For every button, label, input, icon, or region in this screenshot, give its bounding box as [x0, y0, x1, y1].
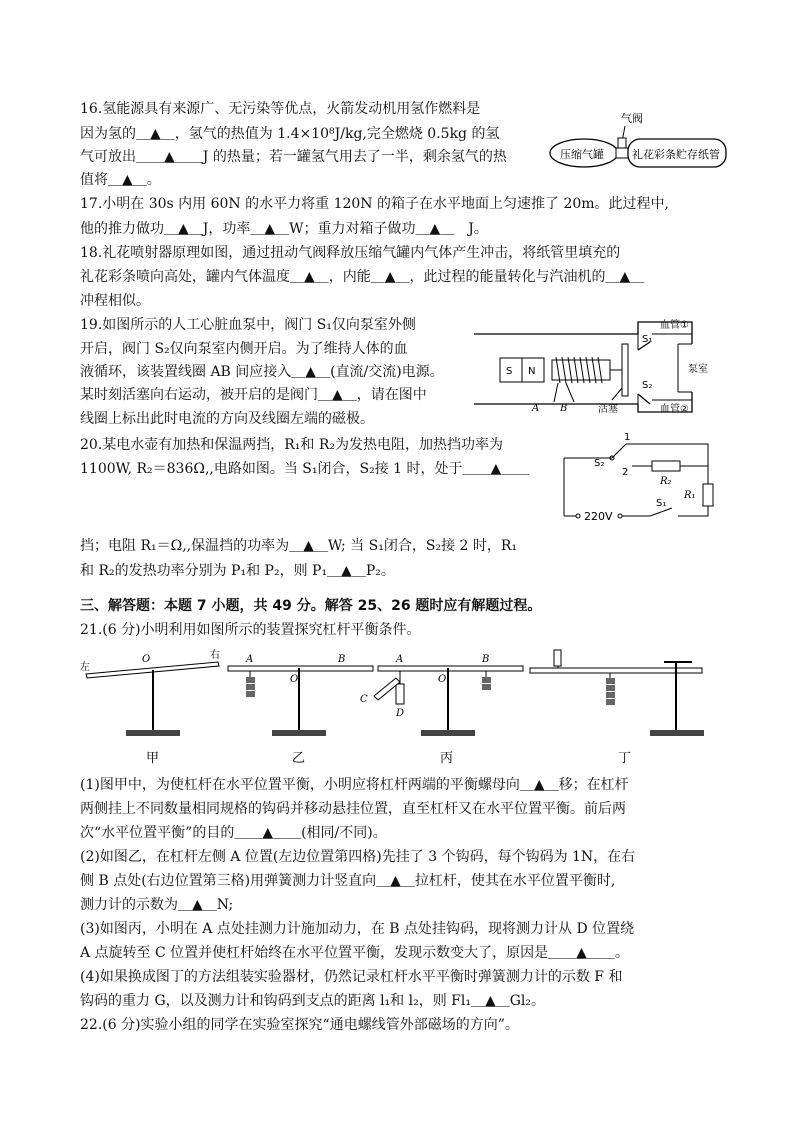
lever-right-label: 右	[210, 650, 220, 661]
lever-left-label: 左	[80, 662, 90, 673]
q21-p2-line2: 侧 B 点处(右边位置第三格)用弹簧测力计竖直向＿▲＿拉杠杆，使其在水平位置平衡时,	[80, 873, 616, 889]
q21-intro: 21.(6 分)小明利用如图所示的装置探究杠杆平衡条件。	[80, 622, 421, 638]
q21-p4-line2: 钩码的重力 G，以及测力计和钩码到支点的距离 l₁和 l₂，则 Fl₁＿▲＿Gl₂。	[80, 993, 546, 1009]
kettle-circuit-figure	[560, 428, 720, 526]
lever-bing-a-label: A	[396, 654, 404, 665]
resistor-r1-label: R₁	[684, 490, 696, 501]
contact-1-label: 1	[624, 432, 631, 443]
lever-yi	[228, 654, 373, 766]
q21-p3-line1: (3)如图丙，小明在 A 点处挂测力计施加动力，在 B 点处挂钩码，现将测力计从 D 位置绕	[80, 921, 635, 937]
valve-s1-label: S₁	[642, 334, 653, 345]
valve-label: 气阀	[621, 112, 643, 125]
q22-intro: 22.(6 分)实验小组的同学在实验室探究“通电螺线管外部磁场的方向”。	[80, 1017, 519, 1033]
q21-p1-line2: 两侧挂上不同数量相同规格的钩码并移动悬挂位置，直至杠杆又在水平位置平衡。前后两	[80, 801, 626, 817]
caption-yi: 乙	[292, 751, 306, 766]
lever-yi-b-label: B	[338, 654, 346, 665]
lever-bing	[360, 654, 523, 766]
q20-line4: 和 R₂的发热功率分别为 P₁和 P₂，则 P₁＿▲＿P₂。	[80, 563, 395, 579]
fireworks-figure	[548, 108, 733, 176]
q16-line1: 16.氢能源具有来源广、无污染等优点，火箭发动机用氢作燃料是	[80, 101, 481, 117]
q20-line1: 20.某电水壶有加热和保温两挡，R₁和 R₂为发热电阻，加热挡功率为	[80, 437, 504, 453]
q16-line2: 因为氢的＿▲＿，氢气的热值为 1.4×10⁸J/kg,完全燃烧 0.5kg 的氢	[80, 126, 500, 142]
switch-s2-label: S₂	[594, 458, 605, 469]
contact-2-label: 2	[622, 467, 629, 478]
piston-label: 活塞	[598, 404, 618, 415]
lever-bing-d-label: D	[396, 708, 405, 719]
q19-line1: 19.如图所示的人工心脏血泵中，阀门 S₁仅向泵室外侧	[80, 317, 416, 333]
chamber-label: 泵室	[688, 364, 708, 375]
q21-p2-line3: 测力计的示数为＿▲＿N;	[80, 897, 234, 913]
q18-line2: 礼花彩条喷向高处，罐内气体温度＿▲＿，内能＿▲＿，此过程的能量转化与汽油机的＿▲＿	[80, 269, 645, 285]
magnet-n-label: N	[528, 366, 536, 377]
q19-line4: 某时刻活塞向右运动，被开启的是阀门＿▲＿，请在图中	[80, 387, 427, 403]
voltage-label: 220V	[584, 510, 613, 523]
q18-line3: 冲程相似。	[80, 293, 150, 309]
lever-bing-b-label: B	[482, 654, 490, 665]
vessel2-label: 血管②	[660, 404, 689, 415]
q17-line2: 他的推力做功＿▲＿J，功率＿▲＿W；重力对箱子做功＿▲＿ J。	[80, 221, 488, 237]
q19-line3: 液循环，该装置线圈 AB 间应接入＿▲＿(直流/交流)电源。	[80, 364, 444, 380]
valve-s2-label: S₂	[642, 380, 653, 391]
lever-bing-c-label: C	[360, 694, 368, 705]
q21-p1-line1: (1)图甲中，为使杠杆在水平位置平衡，小明应将杠杆两端的平衡螺母向＿▲＿移；在杠杆	[80, 777, 629, 793]
lever-figures	[78, 644, 728, 766]
caption-bing: 丙	[440, 751, 454, 766]
vessel1-label: 血管①	[660, 320, 689, 331]
q19-line2: 开启，阀门 S₂仅向泵室内侧开启。为了维持人体的血	[80, 341, 408, 357]
q21-p1-line3: 次“水平位置平衡”的目的＿＿▲＿＿(相同/不同)。	[80, 825, 387, 841]
q16-line4: 值将＿▲＿。	[80, 172, 161, 188]
q21-p4-line1: (4)如果换成图丁的方法组装实验器材，仍然记录杠杆水平平衡时弹簧测力计的示数 F 和	[80, 969, 623, 985]
lever-jia	[80, 649, 220, 766]
terminal-b-label: B	[560, 403, 568, 414]
magnet-s-label: S	[506, 366, 513, 377]
lever-jia-o-label: O	[142, 654, 151, 665]
q19-line5: 线圈上标出此时电流的方向及线圈左端的磁极。	[80, 411, 374, 427]
q20-line3: 挡；电阻 R₁＝Ω,,保温挡的功率为＿▲＿W; 当 S₁闭合，S₂接 2 时，R₁	[80, 538, 518, 554]
lever-bing-o-label: O	[438, 674, 447, 685]
tank-label: 压缩气罐	[560, 148, 604, 161]
section-3-heading: 三、解答题：本题 7 小题，共 49 分。解答 25、26 题时应有解题过程。	[80, 598, 542, 614]
lever-yi-o-label: O	[290, 674, 299, 685]
q20-line2: 1100W, R₂＝836Ω,,电路如图。当 S₁闭合，S₂接 1 时，处于＿＿▲＿＿	[80, 461, 530, 477]
lever-yi-a-label: A	[246, 654, 254, 665]
q16-line3: 气可放出＿＿▲＿＿J 的热量；若一罐氢气用去了一半，剩余氢气的热	[80, 149, 507, 165]
q21-p3-line2: A 点旋转至 C 位置并使杠杆始终在水平位置平衡，发现示数变大了，原因是＿＿▲＿＿。	[80, 945, 629, 961]
switch-s1-label: S₁	[656, 498, 667, 509]
tube-label: 礼花彩条贮存纸管	[632, 148, 720, 161]
q17-line1: 17.小明在 30s 内用 60N 的水平力将重 120N 的箱子在水平地面上匀速推了 20m。此过程中,	[80, 196, 669, 212]
caption-ding: 丁	[618, 751, 632, 766]
caption-jia: 甲	[146, 751, 160, 766]
terminal-a-label: A	[532, 403, 540, 414]
heart-pump-figure	[462, 312, 722, 422]
resistor-r2-label: R₂	[660, 476, 672, 487]
q18-line1: 18.礼花喷射器原理如图，通过扭动气阀释放压缩气罐内气体产生冲击，将纸管里填充的	[80, 245, 621, 261]
lever-ding	[530, 650, 704, 766]
q21-p2-line1: (2)如图乙，在杠杆左侧 A 位置(左边位置第四格)先挂了 3 个钩码，每个钩码为 1N，在右	[80, 849, 636, 865]
